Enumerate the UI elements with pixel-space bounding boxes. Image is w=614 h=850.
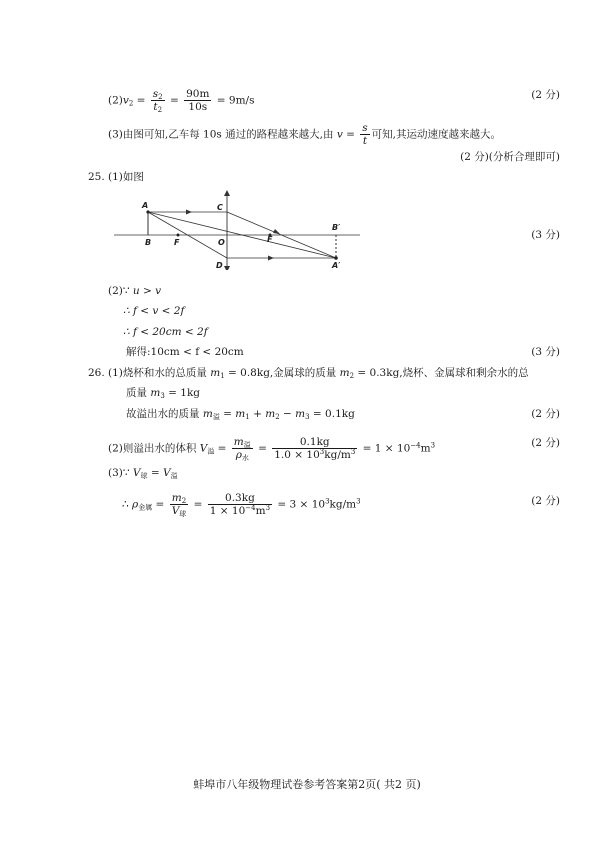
- label-F-right: F: [267, 235, 273, 244]
- label-A: A: [142, 201, 149, 210]
- label-F-left: F: [174, 238, 180, 247]
- q26-part1-line3: 故溢出水的质量 $m_溢 = m_1 + m_2 - m_3 = 0.1kg$: [126, 408, 355, 421]
- q24-part3-score: (2 分)(分析合理即可): [460, 151, 560, 163]
- q24-part2-score: (2 分): [531, 89, 560, 101]
- q26-part3-line1: (3)∵ $V_球 = V_溢$: [108, 467, 178, 480]
- q25-part2-line4: 解得:10cm < f < 20cm: [126, 346, 244, 358]
- q26-part3-score: (2 分): [531, 495, 560, 507]
- q25-number: 25.: [88, 171, 105, 183]
- q26-part2: (2)则溢出水的体积 $V_溢$ = $\frac{m_溢}{\rho_水}$ = $\frac{0.1kg}{1.0 \times 10^3kg/m^3}$ = $1 \times 10^{-4}m^3$: [108, 436, 436, 462]
- q26-part3-line2: ∴ $\rho_{金属}$ = $\frac{m_2}{V_球}$ = $\frac{0.3kg}{1 \times 10^{-4}m^3}$ = $3 \times 10^3kg/m^3$: [122, 492, 361, 518]
- q24-part3: (3)由图可知,乙车每 10s 通过的路程越来越大,由 v = $\frac{s}{t}$ 可知,其运动速度越来越大。: [108, 122, 501, 147]
- q25-part2-line3: ∴ f < 20cm < 2f: [123, 326, 208, 338]
- q25-part2-line2: ∴ f < v < 2f: [123, 305, 185, 317]
- q26-part1-line2: 质量 $m_3 = 1kg$: [126, 387, 201, 400]
- q26-number: 26.: [88, 367, 105, 379]
- q26-part1-line1: (1)烧杯和水的总质量 $m_1 = 0.8kg$,金属球的质量 $m_2 = 0.3kg$,烧杯、金属球和剩余水的总: [108, 367, 529, 380]
- q26-part2-score: (2 分): [531, 437, 560, 449]
- page-footer: 蚌埠市八年级物理试卷参考答案第2页( 共2 页): [193, 778, 421, 791]
- q25-part1-score: (3 分): [531, 229, 560, 241]
- lens-ray-diagram: [112, 190, 362, 270]
- q25-part2-score: (3 分): [531, 346, 560, 358]
- label-B-prime: B′: [332, 223, 341, 232]
- label-A-prime: A′: [332, 261, 341, 270]
- q25-part1: (1)如图: [108, 171, 144, 183]
- q25-part2-line1: (2)∵ u > v: [108, 285, 162, 297]
- label-D: D: [216, 261, 223, 270]
- label-C: C: [217, 203, 223, 212]
- label-B: B: [145, 238, 152, 247]
- q24-part2: $(2)v_2$ = $\frac{s_2}{t_2}$ = $\frac{90m}{10s}$ = 9m/s: [108, 88, 255, 114]
- q26-part1-score: (2 分): [531, 408, 560, 420]
- label-O: O: [218, 238, 225, 247]
